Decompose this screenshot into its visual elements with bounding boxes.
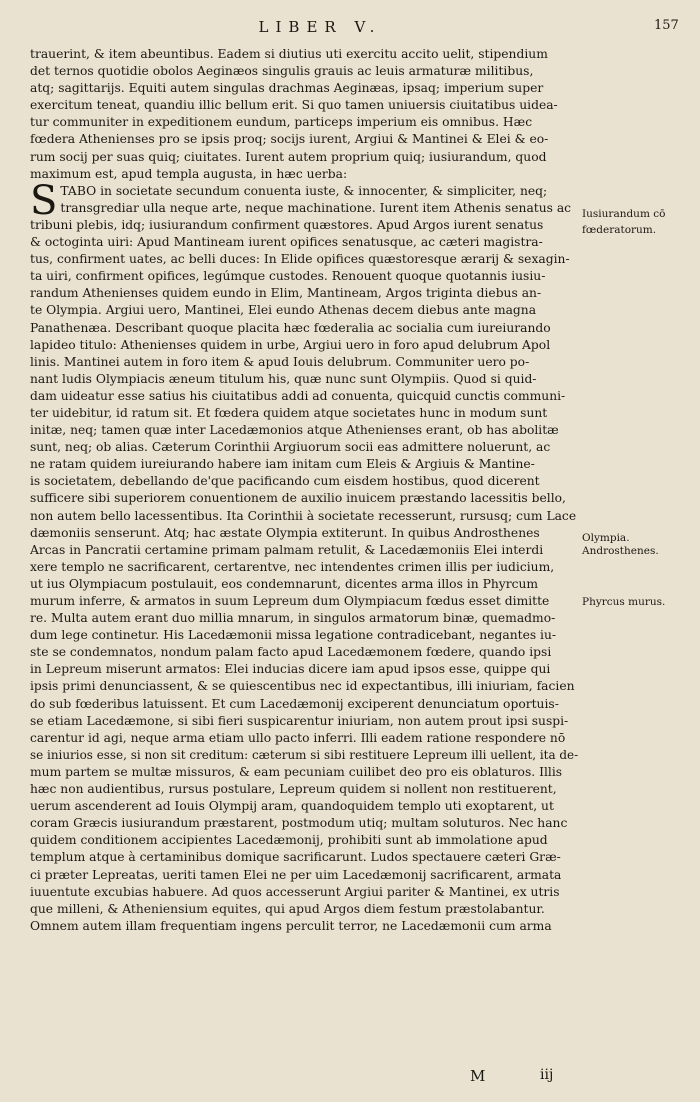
text-line: nant ludis Olympiacis æneum titulum his, quæ nunc sunt Olympiis. Quod si quid- bbox=[30, 371, 537, 386]
oath-paragraph bbox=[30, 177, 578, 224]
text-line: in Lepreum miserunt armatos: Elei inducias dicere iam apud ipsos esse, quippe qui bbox=[30, 662, 551, 677]
text-line: atq; sagittarijs. Equiti autem singulas drachmas Aeginæas, ipsaq; imperium super bbox=[30, 81, 544, 96]
text-line: ter uidebitur, id ratum sit. Et fœdera quidem atque societates hunc in modum sunt bbox=[30, 405, 548, 420]
text-line: iuuentute excubias habuere. Ad quos accesserunt Argiui pariter & Mantinei, ex utris bbox=[30, 884, 560, 899]
text-line: lapideo titulo: Athenienses quidem in urbe, Argiui uero in foro apud delubrum Apol bbox=[30, 337, 551, 352]
text-line: sufficere sibi superiorem conuentionem de auxilio inuicem præstando lacessitis bello, bbox=[30, 491, 566, 506]
text-line: templum atque à certaminibus domique sacrificarunt. Ludos spectauere cæteri Græ- bbox=[30, 850, 561, 865]
text-line: & octoginta uiri: Apud Mantineam iurent opifices senatusque, ac cæteri magistra- bbox=[30, 235, 543, 250]
margin-note-iusiurandum: Iusiurandum cō bbox=[582, 208, 666, 220]
text-line: se etiam Lacedæmone, si sibi fieri suspicarentur iniuriam, non autem prout ipsi suspi- bbox=[30, 713, 569, 728]
text-line: tur communiter in expeditionem eundum, particeps imperium eis omnibus. Hæc bbox=[30, 115, 533, 130]
text-line: uerum ascenderent ad Iouis Olympij aram, quandoquidem templo uti exoptarent, ut bbox=[30, 799, 554, 814]
text-line: trauerint, & item abeuntibus. Eadem si diutius uti exercitu accito uelit, stipendium bbox=[30, 47, 548, 61]
text-line: sunt, neq; ob alias. Cæterum Corinthii Argiuorum socii eas admittere noluerunt, ac bbox=[30, 440, 551, 455]
text-line: te Olympia. Argiui uero, Mantinei, Elei eundo Athenas decem diebus ante magna bbox=[30, 303, 537, 318]
text-line: Omnem autem illam frequentiam ingens perculit terror, ne Lacedæmonii cum arma bbox=[30, 918, 552, 933]
margin-note-phyrcus: Phyrcus murus. bbox=[582, 596, 666, 608]
text-line: quidem conditionem accipientes Lacedæmonij, prohibiti sunt ab immolatione apud bbox=[30, 833, 548, 848]
margin-note-foederatorum: fœderatorum. bbox=[582, 224, 657, 236]
text-line: mum partem se multæ missuros, & eam pecuniam cuilibet deo pro eis oblaturos. Illis bbox=[30, 764, 563, 779]
drop-cap: S bbox=[30, 177, 58, 224]
text-line: rum socij per suas quiq; ciuitates. Iurent autem proprium quiq; iusiurandum, quod bbox=[30, 149, 547, 164]
text-line: TABO in societate secundum conuenta iuste, & innocenter, & simpliciter, neq; bbox=[60, 183, 548, 198]
text-line: se iniurios esse, si non sit creditum: cæterum si sibi restituere Lepreum illi uellent, ita de- bbox=[30, 747, 578, 762]
text-line: ste se condemnatos, nondum palam facto apud Lacedæmonem fœdere, quando ipsi bbox=[30, 645, 552, 660]
body-text bbox=[30, 46, 578, 935]
text-line: initæ, neq; tamen quæ inter Lacedæmonios atque Athenienses erant, ob has abolitæ bbox=[30, 423, 559, 438]
text-line: dum lege continetur. His Lacedæmonii missa legatione contradicebant, negantes iu- bbox=[30, 628, 557, 643]
text-line: tus, confirment uates, ac belli duces: In Elide opifices quæstoresque ærarij & sexagin- bbox=[30, 252, 570, 267]
text-line: fœdera Athenienses pro se ipsis proq; socijs iurent, Argiui & Mantinei & Elei & eo- bbox=[30, 132, 549, 147]
page-number: 157 bbox=[654, 18, 679, 33]
text-line: ut ius Olympiacum postulauit, eos condemnarunt, dicentes arma illos in Phyrcum bbox=[30, 576, 539, 591]
signature-number: iij bbox=[540, 1067, 554, 1083]
text-line: que milleni, & Atheniensium equites, qui apud Argos diem festum præstolabantur. bbox=[30, 901, 545, 916]
text-block-after bbox=[30, 217, 578, 935]
page-header bbox=[0, 18, 700, 42]
text-line: murum inferre, & armatos in suum Lepreum dum Olympiacum fœdus esset dimitte bbox=[30, 594, 550, 608]
text-line: exercitum teneat, quandiu illic bellum erit. Si quo tamen uniuersis ciuitatibus uidea- bbox=[30, 98, 558, 113]
text-line: hæc non audientibus, rursus postulare, Lepreum quidem si nollent non restituerent, bbox=[30, 782, 557, 797]
text-line: Arcas in Pancratii certamine primam palmam retulit, & Lacedæmoniis Elei interdi bbox=[30, 542, 544, 557]
text-line: ta uiri, confirment opifices, legúmque custodes. Renouent quoque quotannis iusiu- bbox=[30, 269, 546, 284]
text-line: dam uideatur esse satius his ciuitatibus addi ad conuenta, quicquid cunctis communi- bbox=[30, 388, 566, 403]
text-line: det ternos quotidie obolos Aeginæos singulis grauis ac leuis armaturæ militibus, bbox=[30, 64, 534, 79]
text-line: randum Athenienses quidem eundo in Elim, Mantineam, Argos triginta diebus an- bbox=[30, 286, 542, 301]
text-line: xere templo ne sacrificarent, certarentve, nec intendentes crimen illis per iudicium, bbox=[30, 559, 555, 574]
margin-note-olympia: Olympia. bbox=[582, 532, 630, 544]
signature-mark: M bbox=[470, 1067, 486, 1085]
text-line: re. Multa autem erant duo millia mnarum, in singulos armatorum binæ, quemadmo- bbox=[30, 611, 556, 626]
text-line: maximum est, apud templa augusta, in hæc uerba: bbox=[30, 166, 348, 181]
text-line: dæmoniis senserunt. Atq; hac æstate Olympia extiterunt. In quibus Androsthenes bbox=[30, 525, 540, 540]
text-line: tribuni plebis, idq; iusiurandum confirment quæstores. Apud Argos iurent senatus bbox=[30, 217, 544, 232]
text-line: ci præter Lepreatas, ueriti tamen Elei ne per uim Lacedæmonij sacrificarent, armata bbox=[30, 867, 562, 882]
text-line: non autem bello lacessentibus. Ita Corinthii à societate recesserunt, rursusq; cum Lace bbox=[30, 508, 577, 523]
text-line: coram Græcis iusiurandum præstarent, postmodum utiq; multam soluturos. Nec hanc bbox=[30, 816, 568, 831]
text-block-before bbox=[30, 46, 578, 183]
text-line: is societatem, debellando de'que pacificando cum eisdem hostibus, quod dicerent bbox=[30, 474, 540, 489]
text-block-cap bbox=[30, 177, 578, 224]
text-line: linis. Mantinei autem in foro item & apud Iouis delubrum. Communiter uero po- bbox=[30, 354, 530, 369]
page-footer bbox=[0, 1067, 700, 1087]
margin-note-androsthenes: Androsthenes. bbox=[582, 545, 659, 557]
running-head: LIBER V. bbox=[258, 18, 382, 36]
text-line: ipsis primi denunciassent, & se quiescentibus nec id expectantibus, illi iniuriam, facien bbox=[30, 679, 575, 694]
text-line: ne ratam quidem iureiurando habere iam initam cum Eleis & Argiuis & Mantine- bbox=[30, 457, 535, 472]
text-line: do sub fœderibus latuissent. Et cum Lacedæmonij exciperent denunciatum oportuis- bbox=[30, 696, 559, 711]
text-line: carentur id agi, neque arma etiam ullo pacto inferri. Illi eadem ratione respondere nō bbox=[30, 730, 566, 745]
text-line: Panathenæa. Describant quoque placita hæc fœderalia ac socialia cum iureiurando bbox=[30, 320, 551, 335]
text-line: transgrediar ulla neque arte, neque machinatione. Iurent item Athenis senatus ac bbox=[60, 200, 572, 215]
